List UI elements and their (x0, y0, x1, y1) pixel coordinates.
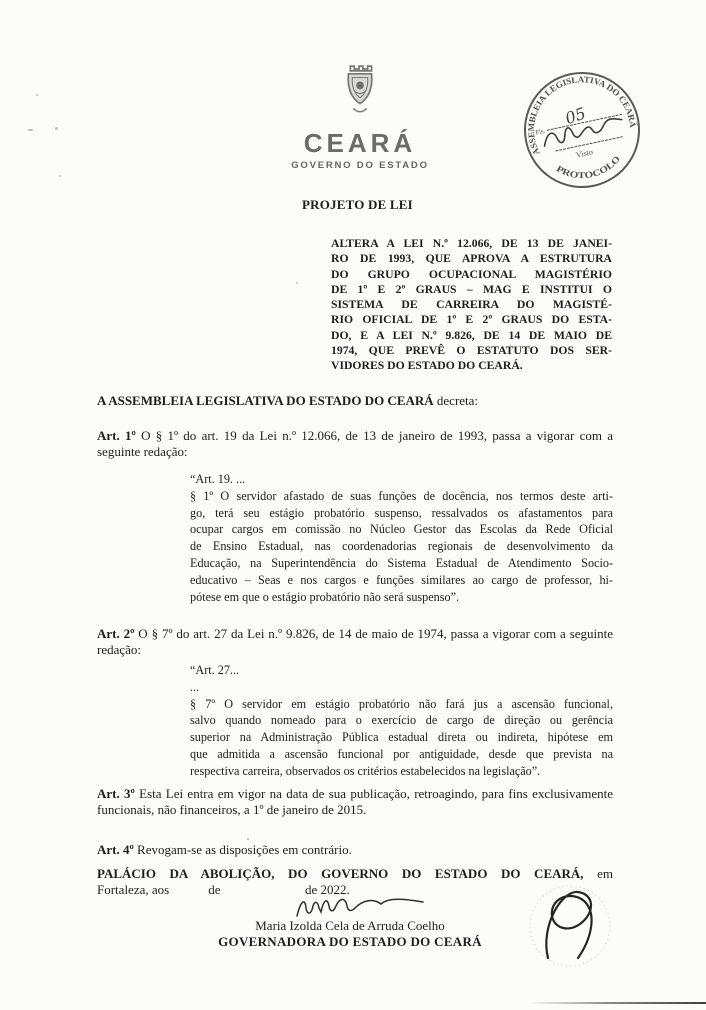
article-1-label: Art. 1º (97, 428, 136, 443)
stamp-fls-value: 05 (562, 103, 589, 129)
article-3 (97, 786, 613, 819)
article-2-label: Art. 2º (97, 626, 135, 641)
quote-art27-justified-lines: § 7º O servidor em estágio probatório não fará jus a ascensão funcional, salvo quando nomeado para o exercício de cargo de direção ou gerência superior na Administração Pública estadual direta ou indireta, hipótese em que admitida a ascensão funcional por antiguidade, desde que prevista na (190, 696, 613, 761)
scan-artifact (296, 282, 298, 284)
stamp-visto-label: Visto (575, 147, 594, 160)
ementa-last-line: VIDORES DO ESTADO DO CEARÁ. (331, 359, 523, 373)
article-2-text: O § 7º do art. 27 da Lei n.º 9.826, de 14 de maio de 1974, passa a vigorar com a seguinte redação: (97, 626, 614, 658)
stamp-arc-bottom-label: PROTOCOLO (554, 154, 621, 181)
quote-art19-head: “Art. 19. ... (190, 472, 246, 486)
preamble-regular: decreta: (433, 393, 479, 408)
scan-artifact (247, 838, 249, 840)
quote-art19 (190, 471, 613, 605)
closing-palace-text: PALÁCIO DA ABOLIÇÃO, DO GOVERNO DO ESTADO DO CEARÁ, (97, 866, 584, 881)
signer-name: Maria Izolda Cela de Arruda Coelho (255, 918, 445, 933)
scan-edge-line (528, 1002, 706, 1004)
preamble (97, 393, 613, 409)
stamp-fls-label: Fls. (534, 127, 546, 137)
ceara-coat-of-arms-icon (335, 62, 385, 126)
logo-wordmark: CEARÁ (303, 128, 417, 158)
quote-art27-ellipsis: ... (190, 679, 200, 694)
pen-flourish-icon (518, 880, 622, 972)
quote-art27 (190, 662, 613, 780)
article-1-text: O § 1º do art. 19 da Lei n.º 12.066, de 13 de janeiro de 1993, passa a vigorar com a seguinte redação: (97, 428, 614, 460)
stamp-arc-top-label: ASSEMBLEIA LEGISLATIVA DO CEARÁ (525, 74, 639, 157)
article-4 (97, 842, 613, 858)
scan-artifact (28, 129, 33, 131)
closing-em: em (597, 866, 613, 881)
quote-art27-head: “Art. 27... (190, 663, 240, 677)
quote-art19-last-line: pótese em que o estágio probatório não será suspenso”. (190, 589, 460, 604)
protocol-stamp (518, 66, 646, 194)
signer-role: GOVERNADORA DO ESTADO DO CEARÁ (218, 934, 482, 949)
ementa-block (331, 236, 612, 374)
article-3-label: Art. 3º (97, 786, 135, 801)
ementa-justified-lines: ALTERA A LEI N.º 12.066, DE 13 DE JANEI- RO DE 1993, QUE APROVA A ESTRUTURA DO GRUPO OCUPACIONAL MAGISTÉRIO DE 1º E 2º GRAUS – MAG E INSTITUI O SISTEMA DE CARREIRA DO MAGISTÉ- RIO OFICIAL DE 1º E 2º GRAUS DO ESTA- DO, E A LEI N.º 9.826, DE 14 DE MAIO DE 1974, QUE PREVÊ O ESTATUTO DOS SER- (331, 237, 612, 358)
article-2 (97, 626, 613, 659)
article-4-text: Revogam-se as disposições em contrário. (133, 842, 352, 857)
document-title: PROJETO DE LEI (302, 197, 413, 212)
article-1 (97, 428, 613, 461)
closing-line-2: Fortaleza, aos de de 2022. (97, 882, 350, 898)
article-3-text: Esta Lei entra em vigor na data de sua publicação, retroagindo, para fins exclusivamente funcionais, não financeiros, a 1º de janeiro de 2015. (97, 786, 613, 818)
quote-art27-last-line: respectiva carreira, observados os critérios estabelecidos na legislação”. (190, 763, 541, 778)
article-4-label: Art. 4º (97, 842, 134, 857)
preamble-bold: A ASSEMBLEIA LEGISLATIVA DO ESTADO DO CEARÁ (97, 393, 434, 408)
logo-subtitle: GOVERNO DO ESTADO (291, 160, 429, 171)
scan-artifact (36, 94, 38, 96)
scan-artifact (59, 175, 61, 177)
ceara-government-logo (280, 62, 440, 171)
scan-artifact (55, 127, 58, 130)
quote-art19-justified-lines: § 1º O servidor afastado de suas funções de docência, nos termos deste arti- go, terá seu estágio probatório suspenso, ressalvados os afastamentos para ocupar cargos em comissão no Núcleo Gestor das Escolas da Rede Oficial de Ensino Estadual, nas coordenadorias regionais de desenvolvimento da Educação, na Superintendência do Sistema Estadual de Atendimento Socio- educativo – Seas e nos cargos e funções similares ao cargo de professor, hi- (190, 488, 613, 587)
